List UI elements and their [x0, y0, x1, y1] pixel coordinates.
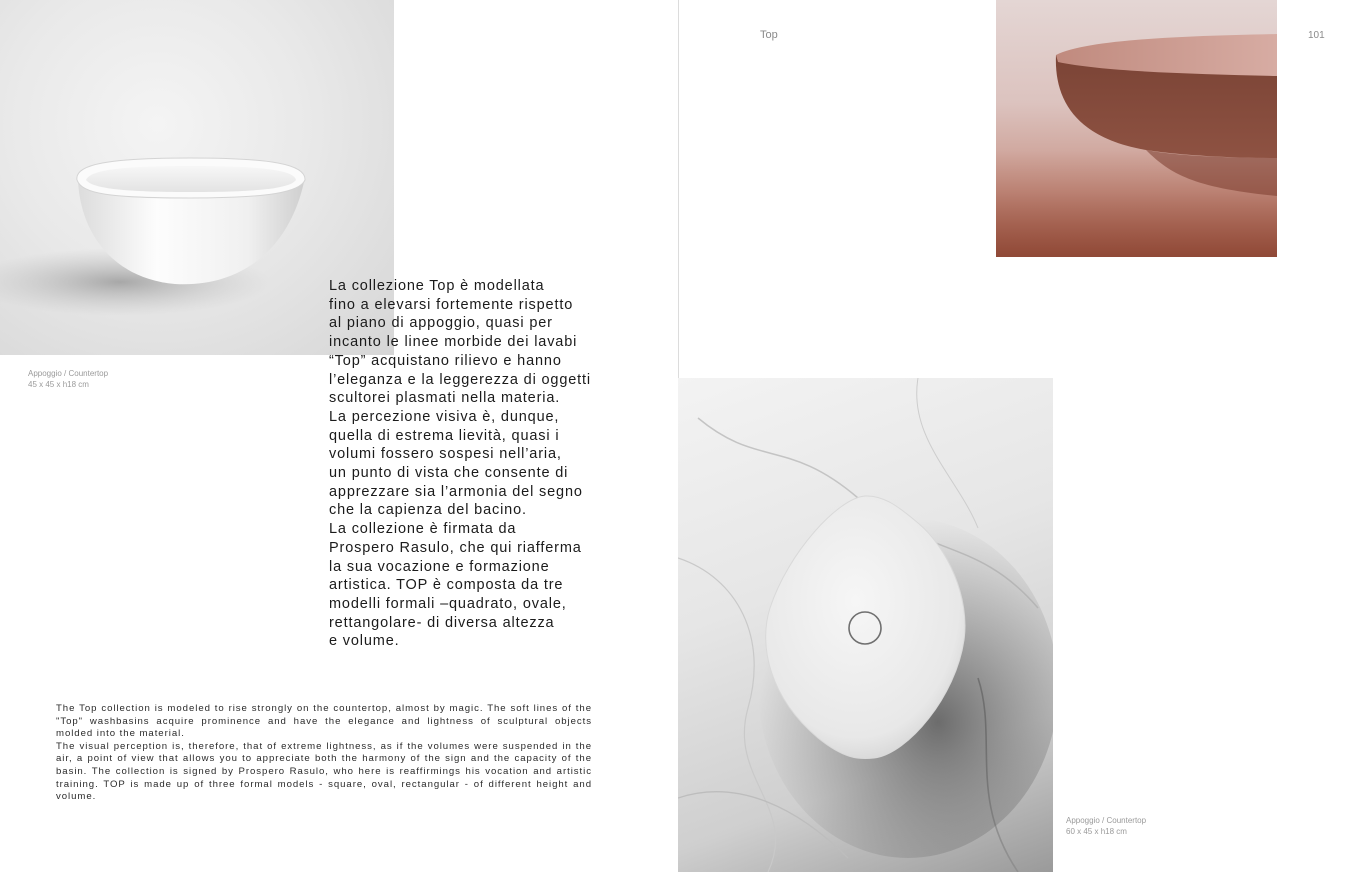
- terracotta-bowl-icon: [996, 0, 1277, 257]
- section-header-label: Top: [760, 29, 778, 41]
- caption-right-title: Appoggio / Countertop: [1066, 816, 1147, 825]
- terracotta-bowl-photo: [996, 0, 1277, 257]
- caption-left: [28, 368, 108, 390]
- caption-right: [1066, 815, 1146, 837]
- english-paragraph-1: The Top collection is modeled to rise strongly on the countertop, almost by magic. The soft lines of the "Top" washbasins acquire prominence and have the elegance and lightness of sculptural objects molded into the material.: [56, 703, 592, 740]
- marble-basin-photo: [678, 378, 1053, 872]
- english-body-text: [56, 703, 592, 804]
- marble-basin-icon: [678, 378, 1053, 872]
- caption-right-dimensions: 60 x 45 x h18 cm: [1066, 827, 1127, 836]
- page-number-right: 101: [1308, 30, 1325, 41]
- caption-left-dimensions: 45 x 45 x h18 cm: [28, 380, 89, 389]
- caption-left-title: Appoggio / Countertop: [28, 369, 109, 378]
- italian-body-text: La collezione Top è modellata fino a elevarsi fortemente rispetto al piano di appoggio, quasi per incanto le linee morbide dei lavabi “Top” acquistano rilievo e hanno l’eleganza e la leggerezza di oggetti scultorei plasmati nella materia. La percezione visiva è, dunque, quella di estrema lievità, quasi i volumi fossero sospesi nell’aria, un punto di vista che consente di apprezzare sia l’armonia del segno che la capienza del bacino. La collezione è firmata da Prospero Rasulo, che qui riafferma la sua vocazione e formazione artistica. TOP è composta da tre modelli formali –quadrato, ovale, rettangolare- di diversa altezza e volume.: [329, 278, 591, 650]
- english-paragraph-2: The visual perception is, therefore, that of extreme lightness, as if the volumes were suspended in the air, a point of view that allows you to appreciate both the harmony of the sign and the capacity of the basin. The collection is signed by Prospero Rasulo, who here is reaffirmings his vocation and artistic training. TOP is made up of three formal models - square, oval, rectangular - of different height and volume.: [56, 740, 592, 803]
